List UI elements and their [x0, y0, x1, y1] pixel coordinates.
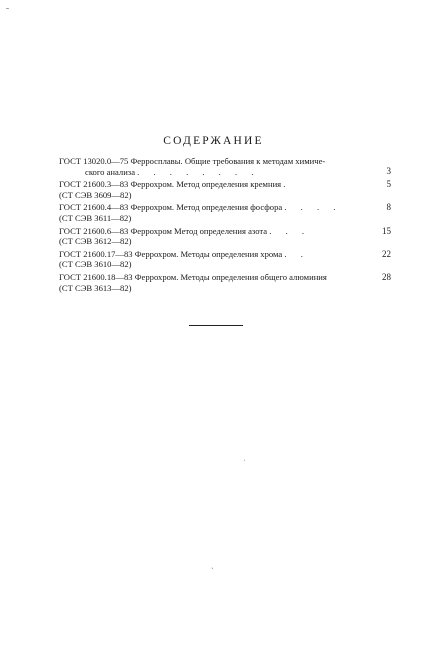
toc-page-number: 5: [386, 179, 391, 190]
toc-entry: [59, 272, 391, 293]
toc-page-number: 22: [382, 248, 391, 259]
scan-speck: ˌ: [243, 452, 246, 461]
toc-entry: [59, 202, 391, 223]
toc-entry-line1: ГОСТ 21600.6—83 Феррохром Метод определения азота . . .: [59, 225, 311, 236]
toc-leader: .: [283, 179, 292, 190]
toc-entry-line1: ГОСТ 13020.0—75 Ферросплавы. Общие требования к методам химиче-: [59, 156, 326, 166]
toc-page-number: 28: [382, 271, 391, 282]
toc-entry-line1: ГОСТ 21600.4—83 Феррохром. Метод определения фосфора . . . .: [59, 202, 342, 213]
toc-entry-line1: ГОСТ 21600.3—83 Феррохром. Метод определения кремния .: [59, 179, 292, 190]
toc-leader: . .: [284, 248, 309, 259]
toc-entry-line1: ГОСТ 21600.17—83 Феррохром. Методы определения хрома . .: [59, 248, 309, 259]
toc-entry-line2: (СТ СЭВ 3613—82): [59, 282, 132, 293]
toc-entry: [59, 156, 391, 177]
toc-entry-line2: ского анализа . . . . . . . .: [85, 166, 260, 177]
toc-leader: . . . . . . . .: [137, 166, 260, 177]
toc-leader: . . .: [269, 225, 311, 236]
toc-entry: [59, 179, 391, 200]
table-of-contents: [59, 156, 391, 295]
scan-speck: ˏ: [211, 560, 214, 569]
toc-entry-line2: (СТ СЭВ 3610—82): [59, 259, 132, 270]
toc-entry-line2: (СТ СЭВ 3611—82): [59, 212, 132, 223]
toc-entry-line2: (СТ СЭВ 3609—82): [59, 189, 132, 200]
page-title: СОДЕРЖАНИЕ: [163, 135, 264, 147]
toc-page-number: 3: [386, 166, 391, 176]
section-divider: [189, 325, 243, 326]
toc-leader: . . . .: [284, 202, 342, 213]
toc-page-number: 8: [386, 202, 391, 213]
toc-entry-line1: ГОСТ 21600.18—83 Феррохром. Методы определения общего алюминия: [59, 271, 327, 282]
toc-entry: [59, 226, 391, 247]
toc-page-number: 15: [382, 225, 391, 236]
toc-entry-line2: (СТ СЭВ 3612—82): [59, 236, 132, 247]
toc-entry: [59, 249, 391, 270]
corner-mark: ˉ: [6, 6, 9, 16]
